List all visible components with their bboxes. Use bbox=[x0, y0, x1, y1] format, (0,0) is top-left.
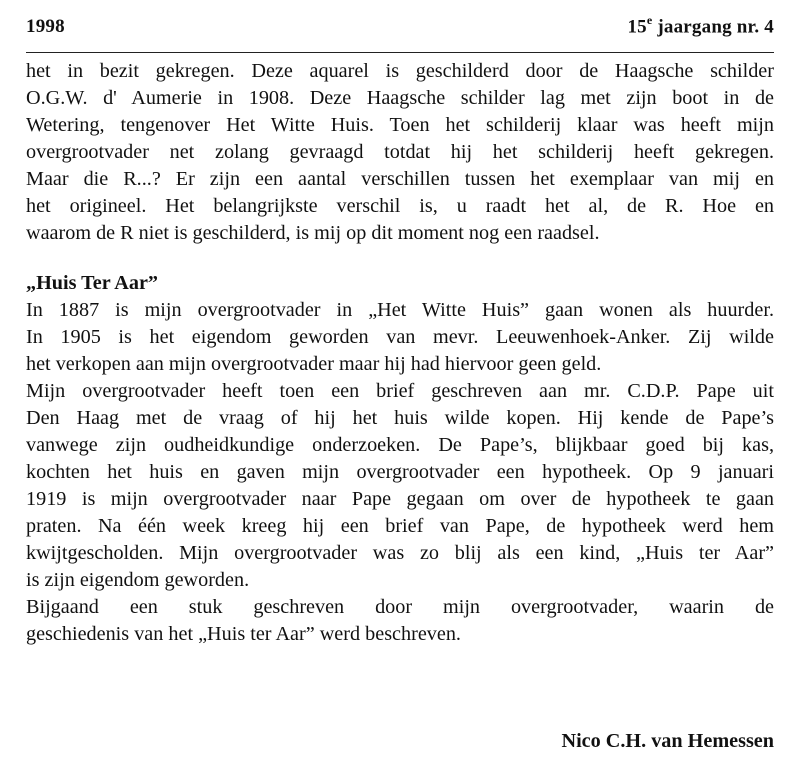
paragraph-gap bbox=[26, 247, 774, 270]
section-heading: „Huis Ter Aar” bbox=[26, 272, 158, 294]
text-line: Wetering, tengenover Het Witte Huis. Toen het schilderij klaar was heeft mijn bbox=[26, 114, 774, 136]
text-line: Mijn overgrootvader heeft toen een brief geschreven aan mr. C.D.P. Pape uit bbox=[26, 380, 774, 402]
text-line: O.G.W. d' Aumerie in 1908. Deze Haagsche schilder lag met zijn boot in de bbox=[26, 87, 774, 109]
text-line: is zijn eigendom geworden. bbox=[26, 569, 250, 591]
paragraph-3 bbox=[26, 378, 774, 594]
header-issue bbox=[627, 14, 774, 38]
header-issue-text: jaargang nr. 4 bbox=[657, 16, 774, 38]
text-line: kwijtgescholden. Mijn overgrootvader was zo blij als een kind, „Huis ter Aar” bbox=[26, 542, 774, 564]
text-line: 1919 is mijn overgrootvader naar Pape gegaan om over de hypotheek te gaan bbox=[26, 488, 774, 510]
header-divider bbox=[26, 52, 774, 53]
paragraph-4 bbox=[26, 594, 774, 648]
author-signature: Nico C.H. van Hemessen bbox=[561, 730, 774, 752]
text-line: Bijgaand een stuk geschreven door mijn overgrootvader, waarin de bbox=[26, 596, 774, 618]
text-line: het in bezit gekregen. Deze aquarel is geschilderd door de Haagsche schilder bbox=[26, 60, 774, 82]
text-line: het origineel. Het belangrijkste verschil is, u raadt het al, de R. Hoe en bbox=[26, 195, 774, 217]
text-line: In 1905 is het eigendom geworden van mevr. Leeuwenhoek-Anker. Zij wilde bbox=[26, 326, 774, 348]
text-line: vanwege zijn oudheidkundige onderzoeken. De Pape’s, blijkbaar goed bij kas, bbox=[26, 434, 774, 456]
header-issue-superscript: e bbox=[646, 13, 653, 27]
text-line: geschiedenis van het „Huis ter Aar” werd beschreven. bbox=[26, 623, 461, 645]
paragraph-1 bbox=[26, 58, 774, 247]
text-line: praten. Na één week kreeg hij een brief van Pape, de hypotheek werd hem bbox=[26, 515, 774, 537]
header-year: 1998 bbox=[26, 16, 65, 38]
page-header bbox=[26, 14, 774, 38]
text-line: Maar die R...? Er zijn een aantal verschillen tussen het exemplaar van mij en bbox=[26, 168, 774, 190]
text-line: kochten het huis en gaven mijn overgrootvader een hypotheek. Op 9 januari bbox=[26, 461, 774, 483]
text-line: In 1887 is mijn overgrootvader in „Het Witte Huis” gaan wonen als huurder. bbox=[26, 299, 774, 321]
article-body bbox=[26, 58, 774, 648]
text-line: waarom de R niet is geschilderd, is mij op dit moment nog een raadsel. bbox=[26, 222, 600, 244]
text-line: overgrootvader net zolang gevraagd totdat hij het schilderij heeft gekregen. bbox=[26, 141, 774, 163]
header-issue-number: 15 bbox=[627, 16, 647, 38]
text-line: Den Haag met de vraag of hij het huis wilde kopen. Hij kende de Pape’s bbox=[26, 407, 774, 429]
text-line: het verkopen aan mijn overgrootvader maar hij had hiervoor geen geld. bbox=[26, 353, 602, 375]
paragraph-2 bbox=[26, 297, 774, 378]
